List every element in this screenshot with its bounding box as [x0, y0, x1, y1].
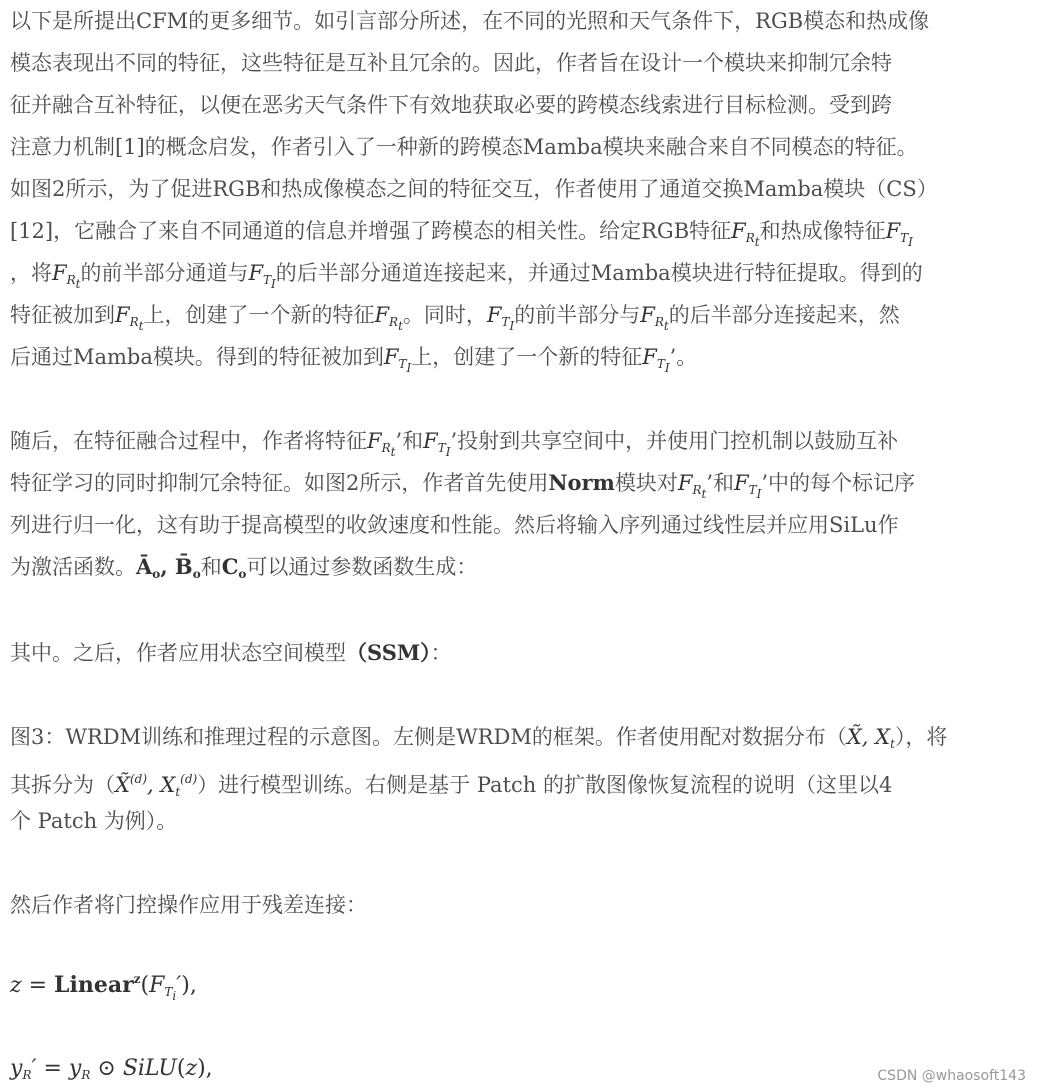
math-F-Rt: $F_{R_t}$: [115, 303, 144, 333]
equation-y-silu: $y_R' = y_R$ ⊙ SiLU(z),: [10, 1056, 213, 1082]
paragraph-cfm-details: [10, 0, 1038, 378]
text-line: 模态表现出不同的特征，这些特征是互补且冗余的。因此，作者旨在设计一个模块来抑制冗余特: [10, 51, 892, 75]
equation-z-linear: $z = Linear^z(F_{T_i}')$,: [10, 972, 197, 1003]
math-F-Rt: $F_{R_t}$: [374, 303, 403, 333]
text-line: [12]，它融合了来自不同通道的信息并增强了跨模态的相关性。给定RGB特征$F_{R_t}$和热成像特征$F_{T_I}$: [10, 219, 913, 249]
math-F-Ti: $F_{T_I}$: [885, 219, 913, 249]
text-line: 其中。之后，作者应用状态空间模型（SSM）：: [10, 640, 452, 665]
paragraph-gating: [10, 884, 1038, 926]
math-F-Ti: $F_{T_I}$: [642, 345, 670, 375]
math-pair-Xd-Xtd: X̃$^{(d)}$, $X_t^{(d)}$: [115, 772, 198, 799]
paragraph-ssm: [10, 632, 1038, 674]
text-line: 后通过Mamba模块。得到的特征被加到$F_{T_I}$上，创建了一个新的特征$F_{T_I}$’。: [10, 345, 698, 375]
text-line: 列进行归一化，这有助于提高模型的收敛速度和性能。然后将输入序列通过线性层并应用SiLu作: [10, 513, 899, 537]
math-F-Rt: $F_{R_t}$: [367, 429, 396, 459]
math-F-Rt: $F_{R_t}$: [640, 303, 669, 333]
text-line: 随后，在特征融合过程中，作者将特征$F_{R_t}$’和$F_{T_I}$’投射到共享空间中，并使用门控机制以鼓励互补: [10, 429, 899, 459]
text-line: 征并融合互补特征，以便在恶劣天气条件下有效地获取必要的跨模态线索进行目标检测。受到跨: [10, 93, 892, 117]
math-F-Ti: $F_{T_I}$: [486, 303, 515, 333]
math-pair-X-Xt: X̃, $X_t$: [846, 725, 895, 751]
text-line: 个 Patch 为例）。: [10, 809, 178, 833]
text-line: 图3：WRDM训练和推理过程的示意图。左侧是WRDM的框架。作者使用配对数据分布（X̃, $X_t$），将: [10, 725, 948, 751]
math-F-Ti: $F_{T_I}$: [383, 345, 412, 375]
math-F-Ti: $F_{T_I}$: [423, 429, 451, 459]
math-C-o: $C_o$: [221, 554, 247, 581]
figure-caption: [10, 716, 1038, 842]
paragraph-fusion: [10, 420, 1038, 588]
math-F-Rt: $F_{R_t}$: [677, 471, 707, 501]
text-line: 注意力机制[1]的概念启发，作者引入了一种新的跨模态Mamba模块来融合来自不同模态的特征。: [10, 135, 918, 159]
math-F-Ti: $F_{T_I}$: [734, 471, 762, 501]
text-line: 为激活函数。$Ā_o$, $B̄_o$和$C_o$可以通过参数函数生成：: [10, 554, 478, 581]
math-F-Rt: $F_{R_t}$: [731, 219, 760, 249]
math-F-Rt: $F_{R_t}$: [52, 261, 81, 291]
text-line: 以下是所提出CFM的更多细节。如引言部分所述，在不同的光照和天气条件下，RGB模态和热成像: [10, 9, 930, 33]
text-line: 如图2所示，为了促进RGB和热成像模态之间的特征交互，作者使用了通道交换Mamba模块（CS）: [10, 177, 938, 201]
text-line: 特征被加到$F_{R_t}$上，创建了一个新的特征$F_{R_t}$。同时，$F_{T_I}$的前半部分与$F_{R_t}$的后半部分连接起来，然: [10, 303, 900, 333]
text-line: ，将$F_{R_t}$的前半部分通道与$F_{T_I}$的后半部分通道连接起来，并通过Mamba模块进行特征提取。得到的: [10, 261, 923, 291]
text-line: 其拆分为（X̃$^{(d)}$, $X_t^{(d)}$）进行模型训练。右侧是基于 Patch 的扩散图像恢复流程的说明（这里以4: [10, 772, 893, 799]
math-A-B-bar: $Ā_o$, $B̄_o$: [136, 554, 201, 581]
watermark: CSDN @whaosoft143: [877, 1068, 1026, 1084]
math-F-Ti: $F_{T_I}$: [248, 261, 276, 291]
text-line: 特征学习的同时抑制冗余特征。如图2所示，作者首先使用Norm模块对$F_{R_t}$’和$F_{T_I}$’中的每个标记序: [10, 470, 916, 501]
text-line: 然后作者将门控操作应用于残差连接：: [10, 893, 367, 917]
